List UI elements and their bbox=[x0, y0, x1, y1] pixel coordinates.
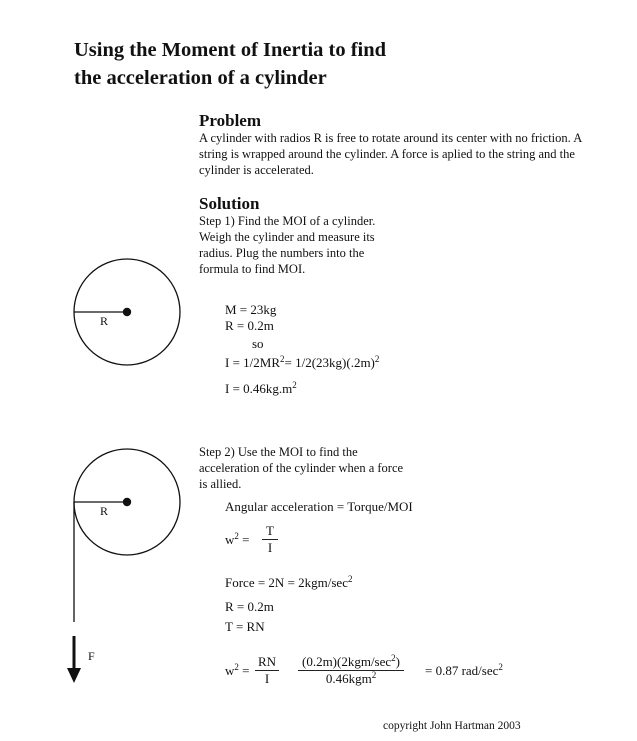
moi-formula-left: I = 1/2MR bbox=[225, 355, 281, 370]
fraction-denominator bbox=[298, 671, 404, 687]
moi-exponent: 2 bbox=[374, 354, 380, 364]
w-symbol: w bbox=[225, 663, 235, 678]
moi-result bbox=[225, 381, 297, 397]
title-line-2: the acceleration of a cylinder bbox=[74, 67, 327, 89]
copyright: copyright John Hartman 2003 bbox=[383, 720, 521, 732]
radius-equation: R = 0.2m bbox=[225, 318, 274, 333]
fraction-rn-over-i bbox=[255, 654, 279, 687]
moi-formula-right: = 1/2(23kg)(.2m) bbox=[284, 355, 375, 370]
final-result bbox=[425, 663, 503, 679]
moi-result-exponent: 2 bbox=[292, 380, 297, 390]
numerator-close: ) bbox=[395, 654, 400, 669]
fraction-denominator: I bbox=[267, 540, 273, 555]
numerator-exponent: 2 bbox=[391, 653, 396, 663]
denominator-text: 0.46kgm bbox=[325, 671, 372, 686]
problem-line: A cylinder with radios R is free to rotate around its center with no friction. A bbox=[199, 131, 583, 145]
mass-equation: M = 23kg bbox=[225, 302, 277, 317]
problem-heading: Problem bbox=[199, 111, 262, 130]
step2-text bbox=[199, 444, 403, 492]
fraction-numerator: T bbox=[266, 523, 274, 538]
step2-line: is allied. bbox=[199, 477, 242, 491]
center-dot bbox=[123, 498, 131, 506]
title-line-1: Using the Moment of Inertia to find bbox=[74, 39, 387, 61]
force-value: Force = 2N = 2kgm/sec bbox=[225, 575, 348, 590]
final-result-value: = 0.87 rad/sec bbox=[425, 663, 499, 678]
w-squared-lhs bbox=[225, 532, 249, 548]
numerator-text: (0.2m)(2kgm/sec bbox=[301, 654, 392, 669]
problem-text bbox=[199, 130, 582, 178]
force-equation bbox=[225, 575, 352, 591]
step2-line: acceleration of the cylinder when a force bbox=[199, 461, 404, 475]
fraction-numerator: RN bbox=[257, 654, 277, 669]
force-exponent: 2 bbox=[347, 574, 353, 584]
step1-text bbox=[199, 213, 375, 277]
fraction-numeric bbox=[298, 654, 404, 687]
step2-line: Step 2) Use the MOI to find the bbox=[199, 445, 358, 459]
cylinder-diagram-1 bbox=[74, 259, 180, 365]
denominator-exponent: 2 bbox=[371, 670, 377, 680]
equals-sign: = bbox=[238, 663, 250, 678]
radius-equation-2: R = 0.2m bbox=[225, 599, 274, 614]
force-arrow-head bbox=[67, 668, 81, 683]
step1-line: Step 1) Find the MOI of a cylinder. bbox=[199, 214, 376, 228]
moi-exponent: 2 bbox=[280, 354, 285, 364]
angular-acceleration-equation: Angular acceleration = Torque/MOI bbox=[225, 499, 413, 514]
solution-heading: Solution bbox=[199, 194, 260, 213]
torque-equation: T = RN bbox=[225, 619, 265, 634]
w-symbol: w bbox=[225, 532, 235, 547]
w-exponent: 2 bbox=[234, 531, 239, 541]
so-text: so bbox=[252, 336, 264, 351]
radius-label-2: R bbox=[100, 504, 109, 518]
center-dot bbox=[123, 308, 131, 316]
final-result-exponent: 2 bbox=[498, 662, 503, 672]
cylinder-diagram-2 bbox=[67, 449, 180, 683]
fraction-numerator bbox=[298, 654, 404, 670]
force-label: F bbox=[88, 649, 95, 663]
cylinder-circle bbox=[74, 449, 180, 555]
step1-line: Weigh the cylinder and measure its bbox=[199, 230, 375, 244]
radius-label: R bbox=[100, 314, 109, 328]
equals-sign: = bbox=[238, 532, 250, 547]
problem-line: cylinder is accelerated. bbox=[199, 163, 314, 177]
fraction-denominator: I bbox=[264, 671, 270, 686]
moi-formula bbox=[225, 355, 379, 371]
fraction-t-over-i bbox=[262, 523, 278, 556]
w-exponent: 2 bbox=[234, 662, 239, 672]
w-squared-lhs-2 bbox=[225, 663, 249, 679]
page-title bbox=[74, 36, 386, 92]
moi-result-value: I = 0.46kg.m bbox=[225, 381, 293, 396]
problem-line: string is wrapped around the cylinder. A force is aplied to the string and the bbox=[199, 147, 575, 161]
cylinder-circle bbox=[74, 259, 180, 365]
step1-line: radius. Plug the numbers into the bbox=[199, 246, 365, 260]
step1-line: formula to find MOI. bbox=[199, 262, 306, 276]
